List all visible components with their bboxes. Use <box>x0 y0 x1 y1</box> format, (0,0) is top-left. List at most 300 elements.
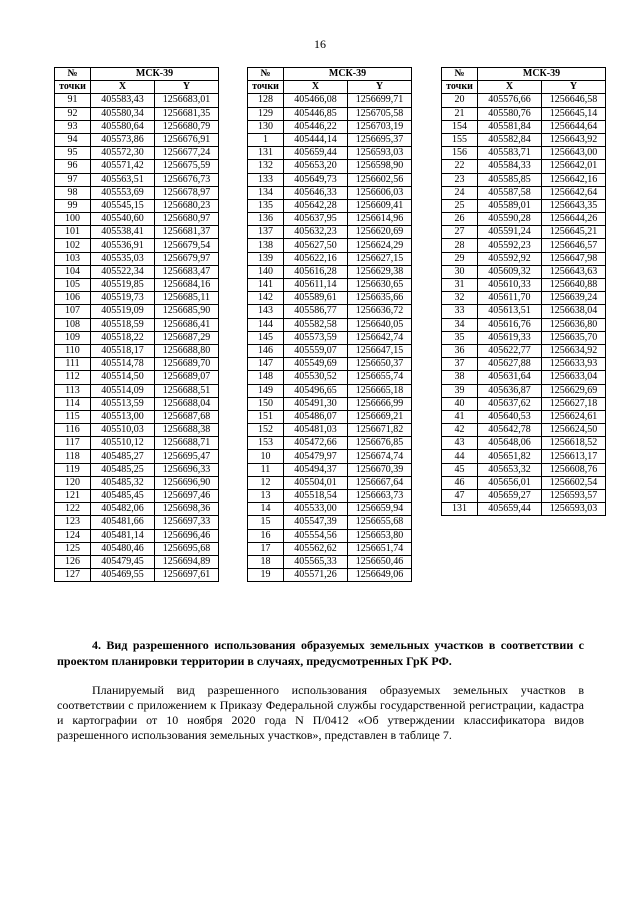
y-coordinate-cell: 1256705,58 <box>348 107 412 120</box>
x-header: X <box>91 81 155 94</box>
table-row <box>248 186 412 199</box>
x-coordinate-cell: 405510,03 <box>91 424 155 437</box>
table-row <box>248 384 412 397</box>
table-row <box>248 173 412 186</box>
table-row <box>248 318 412 331</box>
table-row <box>55 318 219 331</box>
table-row <box>248 450 412 463</box>
table-row <box>442 252 606 265</box>
point-number-cell: 46 <box>442 476 478 489</box>
y-coordinate-cell: 1256639,24 <box>542 292 606 305</box>
point-number-cell: 27 <box>442 226 478 239</box>
coordinate-system-header: МСК-39 <box>478 68 606 81</box>
x-coordinate-cell: 405565,33 <box>284 555 348 568</box>
point-number-cell: 142 <box>248 292 284 305</box>
x-coordinate-cell: 405616,28 <box>284 265 348 278</box>
point-number-cell: 109 <box>55 331 91 344</box>
point-number-cell: 133 <box>248 173 284 186</box>
table-row <box>248 358 412 371</box>
coordinates-table-1 <box>54 67 219 582</box>
x-coordinate-cell: 405586,77 <box>284 305 348 318</box>
point-number-cell: 122 <box>55 503 91 516</box>
y-coordinate-cell: 1256642,64 <box>542 186 606 199</box>
y-coordinate-cell: 1256614,96 <box>348 213 412 226</box>
x-coordinate-cell: 405622,16 <box>284 252 348 265</box>
coordinate-system-header: МСК-39 <box>284 68 412 81</box>
table-row <box>248 569 412 582</box>
y-coordinate-cell: 1256695,68 <box>155 542 219 555</box>
point-number-cell: 15 <box>248 516 284 529</box>
x-coordinate-cell: 405649,73 <box>284 173 348 186</box>
table-row <box>442 186 606 199</box>
y-coordinate-cell: 1256642,74 <box>348 331 412 344</box>
x-coordinate-cell: 405514,78 <box>91 358 155 371</box>
table-row <box>442 173 606 186</box>
table-row <box>442 160 606 173</box>
x-coordinate-cell: 405591,24 <box>478 226 542 239</box>
table-row <box>442 371 606 384</box>
table-row <box>442 94 606 107</box>
y-coordinate-cell: 1256679,97 <box>155 252 219 265</box>
x-coordinate-cell: 405479,45 <box>91 555 155 568</box>
x-coordinate-cell: 405653,32 <box>478 463 542 476</box>
point-number-cell: 45 <box>442 463 478 476</box>
y-coordinate-cell: 1256651,74 <box>348 542 412 555</box>
x-coordinate-cell: 405446,22 <box>284 120 348 133</box>
table-row <box>442 331 606 344</box>
point-number-cell: 112 <box>55 371 91 384</box>
x-coordinate-cell: 405631,64 <box>478 371 542 384</box>
point-number-cell: 120 <box>55 476 91 489</box>
table-row <box>442 305 606 318</box>
x-coordinate-cell: 405545,15 <box>91 199 155 212</box>
table-row <box>55 186 219 199</box>
point-number-cell: 37 <box>442 358 478 371</box>
y-coordinate-cell: 1256684,16 <box>155 279 219 292</box>
y-coordinate-cell: 1256635,66 <box>348 292 412 305</box>
point-number-cell: 156 <box>442 147 478 160</box>
x-coordinate-cell: 405659,44 <box>284 147 348 160</box>
y-coordinate-cell: 1256680,79 <box>155 120 219 133</box>
y-coordinate-cell: 1256633,04 <box>542 371 606 384</box>
x-coordinate-cell: 405659,44 <box>478 503 542 516</box>
x-coordinate-cell: 405538,41 <box>91 226 155 239</box>
x-coordinate-cell: 405582,84 <box>478 133 542 146</box>
point-number-cell: 25 <box>442 199 478 212</box>
y-coordinate-cell: 1256627,18 <box>542 397 606 410</box>
x-coordinate-cell: 405580,64 <box>91 120 155 133</box>
x-coordinate-cell: 405571,26 <box>284 569 348 582</box>
y-coordinate-cell: 1256640,05 <box>348 318 412 331</box>
y-coordinate-cell: 1256686,41 <box>155 318 219 331</box>
point-number-cell: 138 <box>248 239 284 252</box>
table-row <box>442 424 606 437</box>
table-row <box>248 133 412 146</box>
x-coordinate-cell: 405519,73 <box>91 292 155 305</box>
table-row <box>248 120 412 133</box>
point-number-cell: 115 <box>55 410 91 423</box>
y-coordinate-cell: 1256642,01 <box>542 160 606 173</box>
y-coordinate-cell: 1256593,57 <box>542 490 606 503</box>
point-number-cell: 100 <box>55 213 91 226</box>
point-number-cell: 47 <box>442 490 478 503</box>
y-coordinate-cell: 1256629,69 <box>542 384 606 397</box>
point-number-cell: 38 <box>442 371 478 384</box>
x-coordinate-cell: 405481,14 <box>91 529 155 542</box>
table-row <box>55 279 219 292</box>
y-coordinate-cell: 1256624,61 <box>542 410 606 423</box>
x-coordinate-cell: 405549,69 <box>284 358 348 371</box>
y-coordinate-cell: 1256645,21 <box>542 226 606 239</box>
y-coordinate-cell: 1256643,00 <box>542 147 606 160</box>
point-number-cell: 34 <box>442 318 478 331</box>
point-number-cell: 116 <box>55 424 91 437</box>
x-coordinate-cell: 405553,69 <box>91 186 155 199</box>
point-number-cell: 18 <box>248 555 284 568</box>
point-number-cell: 97 <box>55 173 91 186</box>
y-coordinate-cell: 1256669,21 <box>348 410 412 423</box>
point-number-cell: 110 <box>55 344 91 357</box>
y-coordinate-cell: 1256653,80 <box>348 529 412 542</box>
x-coordinate-cell: 405514,09 <box>91 384 155 397</box>
x-coordinate-cell: 405619,33 <box>478 331 542 344</box>
point-number-cell: 24 <box>442 186 478 199</box>
y-coordinate-cell: 1256697,61 <box>155 569 219 582</box>
x-coordinate-cell: 405496,65 <box>284 384 348 397</box>
x-coordinate-cell: 405485,27 <box>91 450 155 463</box>
x-coordinate-cell: 405518,54 <box>284 490 348 503</box>
y-coordinate-cell: 1256671,82 <box>348 424 412 437</box>
x-coordinate-cell: 405504,01 <box>284 476 348 489</box>
table-row <box>55 305 219 318</box>
y-coordinate-cell: 1256647,15 <box>348 344 412 357</box>
table-row <box>248 199 412 212</box>
x-coordinate-cell: 405518,22 <box>91 331 155 344</box>
point-number-cell: 93 <box>55 120 91 133</box>
x-coordinate-cell: 405572,30 <box>91 147 155 160</box>
y-coordinate-cell: 1256688,71 <box>155 437 219 450</box>
table-row <box>442 213 606 226</box>
table-row <box>55 437 219 450</box>
x-coordinate-cell: 405535,03 <box>91 252 155 265</box>
x-coordinate-cell: 405627,50 <box>284 239 348 252</box>
x-coordinate-cell: 405536,91 <box>91 239 155 252</box>
point-number-cell: 11 <box>248 463 284 476</box>
x-coordinate-cell: 405611,70 <box>478 292 542 305</box>
subheader-row <box>442 81 606 94</box>
y-coordinate-cell: 1256667,64 <box>348 476 412 489</box>
y-coordinate-cell: 1256681,37 <box>155 226 219 239</box>
point-number-cell: 104 <box>55 265 91 278</box>
point-number-cell: 13 <box>248 490 284 503</box>
point-number-cell: 140 <box>248 265 284 278</box>
point-number-header: № <box>55 68 91 81</box>
point-number-cell: 17 <box>248 542 284 555</box>
table-row <box>248 252 412 265</box>
y-coordinate-cell: 1256644,64 <box>542 120 606 133</box>
point-number-cell: 141 <box>248 279 284 292</box>
point-number-cell: 29 <box>442 252 478 265</box>
x-coordinate-cell: 405485,32 <box>91 476 155 489</box>
table-row <box>442 490 606 503</box>
point-number-cell: 118 <box>55 450 91 463</box>
table-row <box>442 239 606 252</box>
y-coordinate-cell: 1256659,94 <box>348 503 412 516</box>
point-number-cell: 106 <box>55 292 91 305</box>
y-coordinate-cell: 1256624,50 <box>542 424 606 437</box>
y-coordinate-cell: 1256689,07 <box>155 371 219 384</box>
x-coordinate-cell: 405485,45 <box>91 490 155 503</box>
point-number-cell: 154 <box>442 120 478 133</box>
table-row <box>55 503 219 516</box>
x-coordinate-cell: 405580,76 <box>478 107 542 120</box>
y-coordinate-cell: 1256680,97 <box>155 213 219 226</box>
point-number-cell: 35 <box>442 331 478 344</box>
y-coordinate-cell: 1256679,54 <box>155 239 219 252</box>
x-coordinate-cell: 405583,71 <box>478 147 542 160</box>
x-coordinate-cell: 405590,28 <box>478 213 542 226</box>
point-number-cell: 39 <box>442 384 478 397</box>
header-row <box>55 68 219 81</box>
y-coordinate-cell: 1256680,23 <box>155 199 219 212</box>
x-coordinate-cell: 405554,56 <box>284 529 348 542</box>
y-header: Y <box>155 81 219 94</box>
point-number-cell: 40 <box>442 397 478 410</box>
y-coordinate-cell: 1256629,38 <box>348 265 412 278</box>
point-number-cell: 139 <box>248 252 284 265</box>
point-number-cell: 126 <box>55 555 91 568</box>
x-coordinate-cell: 405469,55 <box>91 569 155 582</box>
point-number-cell: 127 <box>55 569 91 582</box>
point-number-cell: 1 <box>248 133 284 146</box>
subheader-row <box>248 81 412 94</box>
point-number-cell: 143 <box>248 305 284 318</box>
point-number-cell: 94 <box>55 133 91 146</box>
y-coordinate-cell: 1256695,47 <box>155 450 219 463</box>
x-coordinate-cell: 405642,28 <box>284 199 348 212</box>
table-row <box>248 424 412 437</box>
point-label-header: точки <box>55 81 91 94</box>
x-coordinate-cell: 405563,51 <box>91 173 155 186</box>
y-coordinate-cell: 1256646,58 <box>542 94 606 107</box>
coordinate-system-header: МСК-39 <box>91 68 219 81</box>
point-number-cell: 150 <box>248 397 284 410</box>
y-coordinate-cell: 1256681,35 <box>155 107 219 120</box>
point-number-cell: 36 <box>442 344 478 357</box>
y-coordinate-cell: 1256655,74 <box>348 371 412 384</box>
y-coordinate-cell: 1256666,99 <box>348 397 412 410</box>
point-number-cell: 131 <box>248 147 284 160</box>
y-coordinate-cell: 1256650,37 <box>348 358 412 371</box>
section-paragraph: Планируемый вид разрешенного использования образуемых земельных участков в соответствии с приложением к Приказу Федеральной службы государственной регистрации, кадастра и картографии от 10 ноября 2020 года N П/0412 «Об утверждении классификатора видов разрешенного использования земельных участков», представлен в таблице 7. <box>57 683 584 742</box>
table-row <box>442 265 606 278</box>
y-coordinate-cell: 1256675,59 <box>155 160 219 173</box>
point-number-cell: 31 <box>442 279 478 292</box>
point-number-cell: 132 <box>248 160 284 173</box>
table-row <box>55 358 219 371</box>
y-coordinate-cell: 1256688,38 <box>155 424 219 437</box>
point-number-cell: 22 <box>442 160 478 173</box>
point-number-cell: 91 <box>55 94 91 107</box>
table-row <box>55 371 219 384</box>
point-number-cell: 105 <box>55 279 91 292</box>
y-coordinate-cell: 1256678,97 <box>155 186 219 199</box>
x-coordinate-cell: 405446,85 <box>284 107 348 120</box>
y-coordinate-cell: 1256633,93 <box>542 358 606 371</box>
section-heading: 4. Вид разрешенного использования образуемых земельных участков в соответствии с проектом планировки территории в случаях, предусмотренных ГрК РФ. <box>57 638 584 668</box>
table-row <box>248 490 412 503</box>
y-coordinate-cell: 1256697,33 <box>155 516 219 529</box>
point-number-cell: 21 <box>442 107 478 120</box>
y-coordinate-cell: 1256643,63 <box>542 265 606 278</box>
y-coordinate-cell: 1256688,04 <box>155 397 219 410</box>
y-coordinate-cell: 1256630,65 <box>348 279 412 292</box>
table-row <box>248 463 412 476</box>
point-number-cell: 119 <box>55 463 91 476</box>
table-row <box>55 107 219 120</box>
table-row <box>55 424 219 437</box>
x-coordinate-cell: 405522,34 <box>91 265 155 278</box>
x-coordinate-cell: 405659,27 <box>478 490 542 503</box>
point-number-header: № <box>442 68 478 81</box>
x-header: X <box>284 81 348 94</box>
x-coordinate-cell: 405636,87 <box>478 384 542 397</box>
table-row <box>248 503 412 516</box>
x-coordinate-cell: 405587,58 <box>478 186 542 199</box>
x-coordinate-cell: 405589,01 <box>478 199 542 212</box>
table-row <box>442 107 606 120</box>
table-row <box>55 344 219 357</box>
table-row <box>55 252 219 265</box>
y-coordinate-cell: 1256683,01 <box>155 94 219 107</box>
table-row <box>55 476 219 489</box>
table-row <box>248 516 412 529</box>
y-coordinate-cell: 1256624,29 <box>348 239 412 252</box>
point-number-cell: 41 <box>442 410 478 423</box>
y-coordinate-cell: 1256645,14 <box>542 107 606 120</box>
x-coordinate-cell: 405585,85 <box>478 173 542 186</box>
point-number-cell: 26 <box>442 213 478 226</box>
x-coordinate-cell: 405486,07 <box>284 410 348 423</box>
point-number-cell: 136 <box>248 213 284 226</box>
coordinates-table-2 <box>247 67 412 582</box>
x-coordinate-cell: 405573,86 <box>91 133 155 146</box>
table-row <box>55 173 219 186</box>
point-number-cell: 44 <box>442 450 478 463</box>
table-row <box>442 397 606 410</box>
y-coordinate-cell: 1256685,90 <box>155 305 219 318</box>
y-coordinate-cell: 1256627,15 <box>348 252 412 265</box>
table-row <box>442 279 606 292</box>
y-coordinate-cell: 1256644,26 <box>542 213 606 226</box>
table-row <box>55 450 219 463</box>
x-coordinate-cell: 405637,95 <box>284 213 348 226</box>
table-row <box>248 292 412 305</box>
point-number-cell: 102 <box>55 239 91 252</box>
point-number-cell: 148 <box>248 371 284 384</box>
x-coordinate-cell: 405519,85 <box>91 279 155 292</box>
point-number-cell: 23 <box>442 173 478 186</box>
table-row <box>442 503 606 516</box>
x-coordinate-cell: 405466,08 <box>284 94 348 107</box>
point-number-cell: 117 <box>55 437 91 450</box>
x-coordinate-cell: 405559,07 <box>284 344 348 357</box>
table-row <box>248 344 412 357</box>
table-row <box>248 410 412 423</box>
point-number-cell: 155 <box>442 133 478 146</box>
point-number-cell: 95 <box>55 147 91 160</box>
y-coordinate-cell: 1256609,41 <box>348 199 412 212</box>
y-coordinate-cell: 1256688,51 <box>155 384 219 397</box>
point-number-cell: 149 <box>248 384 284 397</box>
y-coordinate-cell: 1256635,70 <box>542 331 606 344</box>
table-row <box>55 133 219 146</box>
point-number-cell: 123 <box>55 516 91 529</box>
y-coordinate-cell: 1256676,85 <box>348 437 412 450</box>
table-row <box>248 226 412 239</box>
y-coordinate-cell: 1256643,92 <box>542 133 606 146</box>
table-row <box>55 239 219 252</box>
point-number-cell: 12 <box>248 476 284 489</box>
table-row <box>248 371 412 384</box>
table-row <box>55 529 219 542</box>
table-row <box>248 437 412 450</box>
x-coordinate-cell: 405610,33 <box>478 279 542 292</box>
y-coordinate-cell: 1256643,35 <box>542 199 606 212</box>
table-row <box>442 226 606 239</box>
table-row <box>442 410 606 423</box>
y-coordinate-cell: 1256608,76 <box>542 463 606 476</box>
point-number-cell: 107 <box>55 305 91 318</box>
point-label-header: точки <box>248 81 284 94</box>
y-header: Y <box>348 81 412 94</box>
y-coordinate-cell: 1256699,71 <box>348 94 412 107</box>
x-coordinate-cell: 405485,25 <box>91 463 155 476</box>
y-coordinate-cell: 1256696,90 <box>155 476 219 489</box>
x-coordinate-cell: 405518,59 <box>91 318 155 331</box>
x-coordinate-cell: 405562,62 <box>284 542 348 555</box>
table-row <box>55 292 219 305</box>
x-coordinate-cell: 405444,14 <box>284 133 348 146</box>
y-coordinate-cell: 1256670,39 <box>348 463 412 476</box>
table-row <box>442 437 606 450</box>
x-coordinate-cell: 405480,46 <box>91 542 155 555</box>
point-number-cell: 19 <box>248 569 284 582</box>
point-number-header: № <box>248 68 284 81</box>
x-coordinate-cell: 405576,66 <box>478 94 542 107</box>
table-row <box>248 147 412 160</box>
table-row <box>248 331 412 344</box>
point-number-cell: 43 <box>442 437 478 450</box>
table-row <box>248 265 412 278</box>
x-coordinate-cell: 405656,01 <box>478 476 542 489</box>
y-coordinate-cell: 1256683,47 <box>155 265 219 278</box>
table-row <box>442 384 606 397</box>
point-number-cell: 98 <box>55 186 91 199</box>
point-number-cell: 144 <box>248 318 284 331</box>
y-coordinate-cell: 1256677,24 <box>155 147 219 160</box>
x-coordinate-cell: 405533,00 <box>284 503 348 516</box>
y-coordinate-cell: 1256688,80 <box>155 344 219 357</box>
table-row <box>248 305 412 318</box>
x-coordinate-cell: 405616,76 <box>478 318 542 331</box>
table-row <box>55 410 219 423</box>
y-coordinate-cell: 1256602,54 <box>542 476 606 489</box>
point-number-cell: 32 <box>442 292 478 305</box>
y-header: Y <box>542 81 606 94</box>
y-coordinate-cell: 1256613,17 <box>542 450 606 463</box>
y-coordinate-cell: 1256593,03 <box>542 503 606 516</box>
